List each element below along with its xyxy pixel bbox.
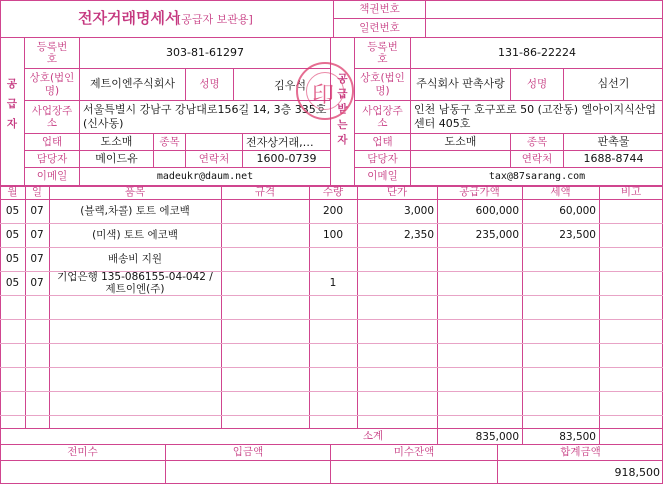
row-1-item: (미색) 토트 에코백 [92, 228, 178, 241]
supplier-side-label: 공 급 자 [6, 78, 18, 130]
row-1-spec [221, 223, 309, 247]
row-2-day: 07 [30, 252, 44, 265]
row-0-supply: 600,000 [475, 205, 519, 217]
total-amount-value: 918,500 [614, 466, 660, 479]
col-header-note: 비고 [620, 186, 642, 199]
receiver-email: tax@87sarang.com [488, 170, 586, 182]
subtotal-supply: 835,000 [475, 430, 519, 443]
prev-unpaid-value [0, 461, 165, 484]
row-0-month: 05 [5, 204, 20, 217]
receiver-name: 심선기 [597, 77, 630, 91]
col-header-supply: 공급가액 [459, 186, 500, 199]
receiver-company: 주식회사 판촉사랑 [416, 77, 505, 91]
receiver-address: 인천 남동구 호구포로 50 (고잔동) 엘아이지식산업센터 405호 [414, 102, 656, 130]
row-2-spec [221, 247, 309, 271]
row-1-note [599, 223, 663, 247]
row-3-month: 05 [5, 276, 20, 289]
receiver-reg-no-label: 등록번호 [367, 40, 398, 65]
document-subtitle: [공급자 보관용] [177, 13, 253, 26]
prev-unpaid-label: 전미수 [67, 446, 98, 459]
col-header-unit_price: 단가 [386, 186, 408, 199]
company-seal-stamp: 印 [296, 62, 354, 120]
col-header-qty: 수량 [322, 186, 344, 199]
col-header-day: 일 [31, 186, 43, 199]
supplier-biz-type: 도소매 [100, 134, 133, 148]
row-2-supply [437, 247, 522, 271]
row-0-note [599, 199, 663, 223]
row-1-qty: 100 [322, 228, 344, 241]
col-header-item: 품목 [124, 186, 146, 199]
book-number-label: 책권번호 [359, 2, 400, 15]
receiver-contact [411, 151, 510, 167]
paid-amount-value [166, 461, 330, 484]
subtotal-label: 소계 [362, 430, 384, 443]
receiver-company-label: 상호(법인명) [360, 72, 405, 97]
receiver-biz-item: 판촉물 [597, 134, 630, 148]
receiver-contact-label: 담당자 [367, 152, 398, 165]
document-title: 전자거래명세서 [78, 9, 180, 27]
row-3-day: 07 [30, 276, 44, 289]
row-3-note [599, 271, 663, 295]
receiver-biz-type-label: 업태 [372, 135, 393, 148]
row-2-tax [522, 247, 599, 271]
receiver-name-label: 성명 [526, 78, 548, 91]
row-0-qty: 200 [322, 204, 344, 217]
row-0-unit_price: 3,000 [403, 205, 434, 217]
receiver-reg-no: 131-86-22224 [498, 45, 576, 59]
col-header-tax: 세액 [550, 186, 571, 199]
row-1-tax: 23,500 [559, 229, 596, 241]
row-2-month: 05 [5, 252, 20, 265]
unpaid-balance-label: 미수잔액 [393, 446, 435, 459]
row-1-month: 05 [5, 228, 20, 241]
supplier-company-label: 상호(법인명) [29, 72, 75, 97]
row-2-unit_price [357, 247, 437, 271]
supplier-contact-label: 담당자 [36, 152, 68, 165]
supplier-phone-label: 연락처 [198, 152, 230, 165]
supplier-name: 김우석 [274, 78, 306, 92]
row-1-supply: 235,000 [475, 229, 519, 241]
subtotal-tax: 83,500 [559, 430, 596, 443]
supplier-contact: 메이드유 [95, 151, 138, 165]
receiver-biz-item-label: 종목 [526, 135, 548, 148]
row-2-qty [309, 247, 357, 271]
row-2-note [599, 247, 663, 271]
receiver-phone: 1688-8744 [583, 151, 644, 165]
supplier-email-label: 이메일 [36, 170, 68, 183]
supplier-reg-no-label: 등록번호 [36, 40, 68, 65]
supplier-reg-no: 303-81-61297 [166, 45, 244, 59]
paid-amount-label: 입금액 [232, 446, 264, 459]
supplier-company: 제트이엔주식회사 [89, 77, 175, 91]
row-0-day: 07 [30, 204, 44, 217]
row-3-spec [221, 271, 309, 295]
row-0-spec [221, 199, 309, 223]
unpaid-balance-value [331, 461, 497, 484]
supplier-biz-type-label: 업태 [41, 135, 63, 148]
row-0-item: (블랙,차콜) 토트 에코백 [80, 204, 190, 217]
row-1-day: 07 [30, 228, 44, 241]
receiver-address-label: 사업장주소 [362, 104, 403, 129]
row-3-qty: 1 [329, 276, 337, 289]
col-header-month: 월 [7, 186, 18, 199]
row-1-unit_price: 2,350 [403, 229, 434, 241]
col-header-spec: 규격 [254, 186, 276, 199]
row-3-supply [437, 271, 522, 295]
receiver-biz-type: 도소매 [444, 134, 477, 148]
row-3-unit_price [357, 271, 437, 295]
supplier-biz-item-label: 종목 [159, 135, 180, 148]
row-2-item: 배송비 지원 [107, 252, 163, 265]
row-3-item: 기업은행 135-086155-04-042 / 제트이엔(주) [57, 270, 213, 295]
row-0-tax: 60,000 [559, 205, 596, 217]
supplier-address: 서울특별시 강남구 강남대로156길 14, 3층 335호(신사동) [83, 102, 327, 130]
total-amount-label: 합계금액 [560, 446, 601, 459]
receiver-side-label: 공 급 받 는 자 [337, 72, 348, 146]
serial-number-label: 일련번호 [359, 21, 400, 34]
supplier-address-label: 사업장주소 [31, 104, 73, 129]
supplier-email: madeukr@daum.net [156, 170, 254, 182]
supplier-biz-item: 전자상거래,… [246, 136, 314, 149]
supplier-phone: 1600-0739 [256, 151, 317, 165]
receiver-phone-label: 연락처 [521, 152, 553, 165]
row-3-tax [522, 271, 599, 295]
supplier-name-label: 성명 [199, 78, 220, 91]
receiver-email-label: 이메일 [367, 170, 398, 183]
